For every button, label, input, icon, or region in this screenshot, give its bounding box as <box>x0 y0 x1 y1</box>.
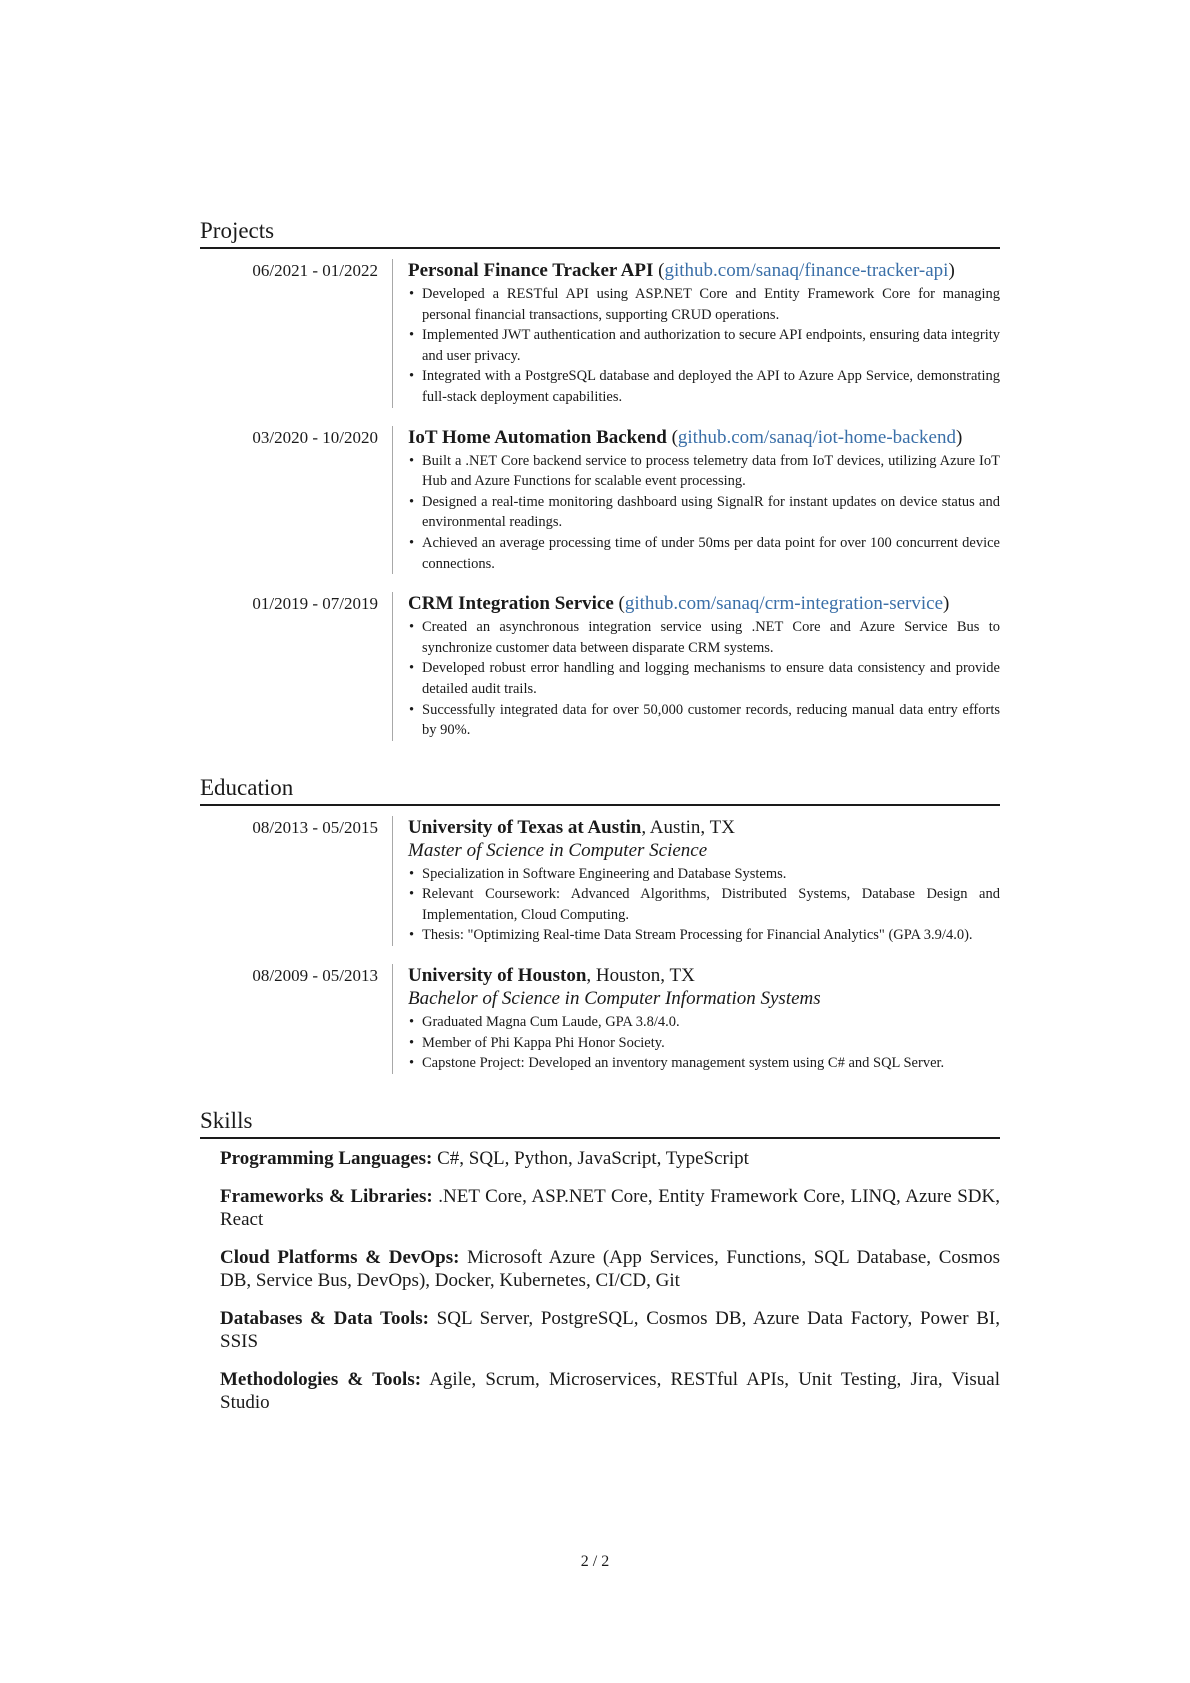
education-list <box>200 806 1000 1074</box>
project-link[interactable]: github.com/sanaq/crm-integration-service <box>624 593 943 615</box>
skill-row <box>220 1246 1000 1292</box>
projects-list <box>200 249 1000 741</box>
bullet-item: • Integrated with a PostgreSQL database and deployed the API to Azure App Service, demonstrating full-stack deployment capabilities. <box>408 366 1000 407</box>
skill-value: SQL Server, PostgreSQL, Cosmos DB, Azure Data Factory, Power BI, SSIS <box>220 1307 1000 1352</box>
bullet-list <box>408 617 1000 741</box>
project-heading: Personal Finance Tracker API (github.com/sanaq/finance-tracker-api) <box>408 260 955 281</box>
entry-date: 08/2009 - 05/2013 <box>252 966 378 986</box>
bullet-item: • Implemented JWT authentication and authorization to secure API endpoints, ensuring data integrity and user privacy. <box>408 325 1000 366</box>
bullet-item: • Built a .NET Core backend service to process telemetry data from IoT devices, utilizing Azure IoT Hub and Azure Functions for scalable event processing. <box>408 451 1000 492</box>
school-heading <box>408 964 1000 987</box>
bullet-item: • Designed a real-time monitoring dashboard using SignalR for instant updates on device status and environmental readings. <box>408 492 1000 533</box>
skill-row <box>220 1185 1000 1231</box>
bullet-item: • Graduated Magna Cum Laude, GPA 3.8/4.0. <box>408 1012 1000 1033</box>
entry-body <box>392 964 1000 1074</box>
skill-row <box>220 1307 1000 1353</box>
project-heading: IoT Home Automation Backend (github.com/sanaq/iot-home-backend) <box>408 426 963 448</box>
education-entry <box>200 816 1000 946</box>
bullet-list <box>408 1012 1000 1074</box>
entry-body <box>392 426 1000 575</box>
bullet-item: • Member of Phi Kappa Phi Honor Society. <box>408 1033 1000 1054</box>
skill-label: Cloud Platforms & DevOps: <box>220 1246 460 1268</box>
school-name: University of Texas at Austin <box>408 816 642 838</box>
skill-value: C#, SQL, Python, JavaScript, TypeScript <box>432 1147 749 1169</box>
education-entry <box>200 964 1000 1074</box>
school-location: , Austin, TX <box>641 816 735 838</box>
bullet-item: • Successfully integrated data for over 50,000 customer records, reducing manual data entry efforts by 90%. <box>408 700 1000 741</box>
project-entry <box>200 259 1000 408</box>
bullet-item: • Developed a RESTful API using ASP.NET Core and Entity Framework Core for managing personal financial transactions, supporting CRUD operations. <box>408 284 1000 325</box>
entry-body <box>392 816 1000 946</box>
school-location: , Houston, TX <box>586 965 695 987</box>
projects-section <box>200 218 1000 741</box>
skill-row <box>220 1368 1000 1414</box>
project-name: Personal Finance Tracker API <box>408 260 654 281</box>
entry-date: 08/2013 - 05/2015 <box>252 817 378 837</box>
section-title-education: Education <box>200 775 1000 806</box>
bullet-list <box>408 451 1000 575</box>
bullet-item: • Created an asynchronous integration service using .NET Core and Azure Service Bus to synchronize customer data between disparate CRM systems. <box>408 617 1000 658</box>
bullet-item: • Capstone Project: Developed an inventory management system using C# and SQL Server. <box>408 1053 1000 1074</box>
bullet-list <box>408 284 1000 408</box>
project-link[interactable]: github.com/sanaq/finance-tracker-api <box>664 260 949 281</box>
skills-section <box>200 1108 1000 1414</box>
skill-value: Agile, Scrum, Microservices, RESTful APIs, Unit Testing, Jira, Visual Studio <box>220 1368 1000 1413</box>
entry-body <box>392 592 1000 741</box>
school-heading <box>408 816 1000 839</box>
skill-label: Programming Languages: <box>220 1147 433 1169</box>
skill-label: Frameworks & Libraries: <box>220 1185 433 1207</box>
degree-title: Master of Science in Computer Science <box>408 839 708 861</box>
resume-page <box>200 218 1000 1448</box>
skills-list <box>200 1139 1000 1414</box>
school-name: University of Houston <box>408 965 587 987</box>
bullet-item: • Developed robust error handling and logging mechanisms to ensure data consistency and provide detailed audit trails. <box>408 658 1000 699</box>
bullet-item: • Specialization in Software Engineering and Database Systems. <box>408 864 1000 885</box>
project-entry <box>200 592 1000 741</box>
skill-value: .NET Core, ASP.NET Core, Entity Framework Core, LINQ, Azure SDK, React <box>220 1185 1000 1230</box>
entry-date: 03/2020 - 10/2020 <box>252 427 378 447</box>
entry-date: 06/2021 - 01/2022 <box>252 261 378 280</box>
degree-title: Bachelor of Science in Computer Information Systems <box>408 988 821 1010</box>
skill-label: Methodologies & Tools: <box>220 1368 422 1390</box>
project-heading: CRM Integration Service (github.com/sanaq/crm-integration-service) <box>408 593 950 615</box>
project-link[interactable]: github.com/sanaq/iot-home-backend <box>677 426 956 448</box>
section-title-skills: Skills <box>200 1108 1000 1139</box>
section-title-projects: Projects <box>200 218 1000 249</box>
project-entry <box>200 426 1000 575</box>
skill-label: Databases & Data Tools: <box>220 1307 429 1329</box>
skill-row <box>220 1147 1000 1170</box>
entry-date: 01/2019 - 07/2019 <box>252 594 378 614</box>
project-name: CRM Integration Service <box>408 593 614 615</box>
project-name: IoT Home Automation Backend <box>408 426 667 448</box>
bullet-item: • Achieved an average processing time of under 50ms per data point for over 100 concurrent device connections. <box>408 533 1000 574</box>
bullet-item: • Relevant Coursework: Advanced Algorithms, Distributed Systems, Database Design and Implementation, Cloud Computing. <box>408 884 1000 925</box>
page-number: 2 / 2 <box>580 1553 610 1570</box>
entry-body <box>392 259 1000 408</box>
education-section <box>200 775 1000 1074</box>
bullet-item: • Thesis: "Optimizing Real-time Data Stream Processing for Financial Analytics" (GPA 3.9/4.0). <box>408 925 1000 946</box>
bullet-list <box>408 864 1000 946</box>
skill-value: Microsoft Azure (App Services, Functions, SQL Database, Cosmos DB, Service Bus, DevOps), Docker, Kubernetes, CI/CD, Git <box>220 1246 1000 1291</box>
